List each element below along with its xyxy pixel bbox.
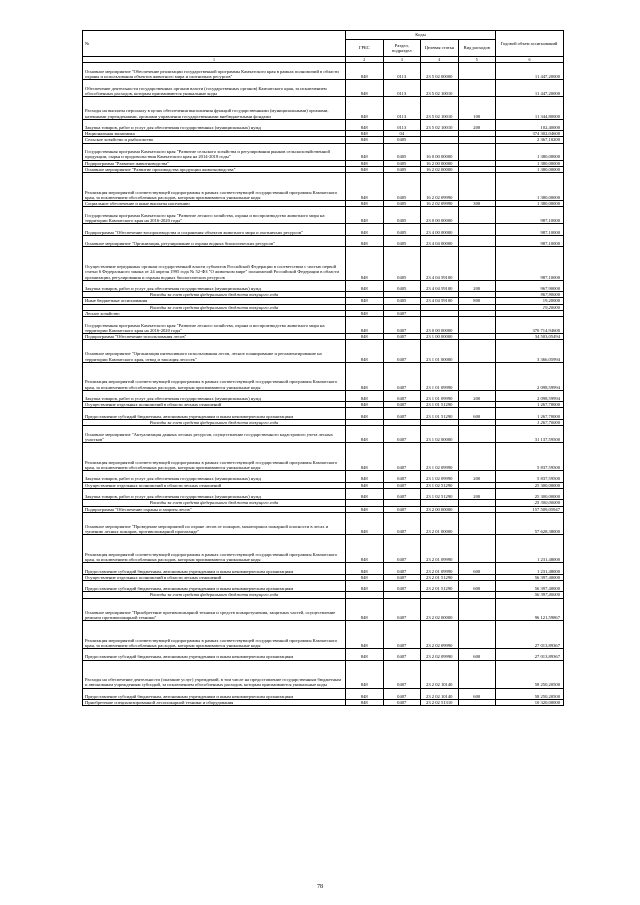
row-razdel: 0407	[383, 649, 421, 661]
row-target: 16 2 00 00000	[421, 160, 459, 166]
row-sum: 1 380,00000	[496, 166, 564, 172]
row-sum: 2 367,10200	[496, 137, 564, 143]
row-vid: 300	[458, 201, 496, 207]
row-grbs: 848	[346, 535, 384, 563]
row-sum: 11 447,20000	[496, 63, 564, 80]
colnum-3: 3	[383, 57, 421, 63]
row-sum: 19,20000	[496, 304, 564, 310]
row-vid: 200	[458, 280, 496, 292]
row-razdel: 0407	[383, 362, 421, 390]
row-target: 16 2 02 00000	[421, 166, 459, 172]
row-grbs: 848	[346, 408, 384, 420]
table-row	[83, 621, 564, 649]
row-vid	[458, 235, 496, 247]
row-grbs: 848	[346, 563, 384, 575]
row-sum: 56 397,40000	[496, 592, 564, 598]
row-grbs: 848	[346, 443, 384, 471]
row-razdel: 0407	[383, 340, 421, 363]
header-codes: Коды	[346, 31, 496, 40]
row-target: 23 1 01 51290	[421, 402, 459, 408]
budget-table	[82, 30, 564, 706]
row-sum: 3 366,05994	[496, 340, 564, 363]
row-vid	[458, 362, 496, 390]
row-sum: 56 397,40000	[496, 574, 564, 580]
row-vid: 600	[458, 649, 496, 661]
table-row	[83, 688, 564, 700]
row-razdel: 0407	[383, 506, 421, 512]
row-razdel: 0407	[383, 574, 421, 580]
row-name: Основное мероприятие "Приобретение противопожарной техники и средств пожаротушения, защитных частей, осуществление ремонта противопожарной техники"	[83, 598, 346, 621]
table-row	[83, 535, 564, 563]
row-grbs: 848	[346, 131, 384, 137]
row-razdel: 0407	[383, 402, 421, 408]
row-razdel: 0407	[383, 426, 421, 443]
row-grbs: 848	[346, 137, 384, 143]
row-grbs: 848	[346, 119, 384, 131]
row-razdel: 0407	[383, 700, 421, 706]
row-name: Обеспечение деятельности государственных органов власти (государственных органов) Камчатского края, за исключением обособленных расходов, которым присваиваются уникальные коды	[83, 80, 346, 97]
header-total: Годовой объем ассигнований	[496, 31, 564, 57]
row-sum: 31 137,59500	[496, 426, 564, 443]
row-sum: 1 380,00000	[496, 160, 564, 166]
row-sum: 374 302,04600	[496, 131, 564, 137]
row-name: Основное мероприятие "Организация интенсивного использования лесов, лесное планирование и регламентирование на территории Камчатского края, отвод и таксация лесосек"	[83, 340, 346, 363]
row-vid: 600	[458, 563, 496, 575]
row-target: 23 5 02 10010	[421, 119, 459, 131]
row-name: Предоставление субсидий бюджетным, автономным учреждениям и иным некоммерческим организациям	[83, 688, 346, 700]
row-vid: 600	[458, 408, 496, 420]
row-name: Предоставление субсидий бюджетным, автономным учреждениям и иным некоммерческим организациям	[83, 580, 346, 592]
table-row	[83, 649, 564, 661]
row-grbs: 848	[346, 390, 384, 402]
row-target: 23 2 01 09990	[421, 563, 459, 575]
row-target: 23 2 01 51290	[421, 580, 459, 592]
colnum-6: 6	[496, 57, 564, 63]
row-vid	[458, 207, 496, 224]
header-num: №	[83, 31, 346, 57]
row-sum: 27 013,89367	[496, 621, 564, 649]
row-razdel: 0407	[383, 563, 421, 575]
row-sum: 967,90000	[496, 292, 564, 298]
row-target: 23 1 02 51290	[421, 482, 459, 488]
row-razdel: 0113	[383, 119, 421, 131]
table-row	[83, 598, 564, 621]
row-razdel: 0405	[383, 137, 421, 143]
row-grbs: 848	[346, 471, 384, 483]
row-grbs: 848	[346, 482, 384, 488]
row-razdel: 0407	[383, 535, 421, 563]
row-razdel: 0405	[383, 207, 421, 224]
row-grbs: 848	[346, 63, 384, 80]
row-name: Основное мероприятие "Обеспечение реализации государственной программы Камчатского края в рамках полномочий в области охраны и использования объектов животного мира и охотничьих ресурсов"	[83, 63, 346, 80]
row-name: Осуществление отдельных полномочий в области лесных отношений	[83, 574, 346, 580]
row-vid	[458, 512, 496, 535]
header-grbs: ГРБС	[346, 40, 384, 57]
row-target: 23 2 02 10140	[421, 660, 459, 688]
row-name: Реализация мероприятий соответствующей подпрограммы в рамках соответствующей государственной программы Камчатского края, за исключением обособленных расходов, которым присваиваются уникальные коды	[83, 621, 346, 649]
row-target: 23 1 02 09990	[421, 443, 459, 471]
table-row	[83, 340, 564, 363]
row-razdel: 0113	[383, 80, 421, 97]
row-name: Расходы на выплаты персоналу в целях обеспечения выполнения функций государственными (муниципальными) органами, казенными учреждениями, органами управления государственными внебюджетными фондами	[83, 97, 346, 120]
row-grbs: 848	[346, 512, 384, 535]
table-row	[83, 173, 564, 201]
table-row	[83, 317, 564, 334]
row-grbs: 848	[346, 97, 384, 120]
row-name: Подпрограмма "Развитие животноводства"	[83, 160, 346, 166]
table-row	[83, 247, 564, 281]
row-vid: 600	[458, 688, 496, 700]
row-name: Подпрограмма "Обеспечение воспроизводства и сохранения объектов животного мира и охотничьих ресурсов"	[83, 224, 346, 236]
table-row	[83, 408, 564, 420]
row-name: Реализация мероприятий соответствующей подпрограммы в рамках соответствующей государственной программы Камчатского края, за исключением обособленных расходов, которым присваиваются уникальные коды	[83, 362, 346, 390]
row-grbs: 848	[346, 340, 384, 363]
colnum-5: 5	[458, 57, 496, 63]
row-grbs: 848	[346, 298, 384, 304]
row-target: 23 1 02 51290	[421, 488, 459, 500]
row-vid	[458, 700, 496, 706]
row-name: Предоставление субсидий бюджетным, автономным учреждениям и иным некоммерческим организациям	[83, 408, 346, 420]
row-sum: 987,10000	[496, 207, 564, 224]
row-grbs: 848	[346, 402, 384, 408]
row-vid	[458, 63, 496, 80]
table-body	[83, 63, 564, 706]
row-vid: 200	[458, 471, 496, 483]
row-name: Закупка товаров, работ и услуг для обеспечения государственных (муниципальных) нужд	[83, 280, 346, 292]
row-sum: 25 300,00000	[496, 500, 564, 506]
row-grbs: 848	[346, 201, 384, 207]
row-vid	[458, 173, 496, 201]
row-target: 23 2 01 51290	[421, 574, 459, 580]
row-vid	[458, 224, 496, 236]
row-target: 23 2 02 00000	[421, 598, 459, 621]
row-name: Основное мероприятие "Проведение мероприятий по охране лесов от пожаров, мониторинга пожарной опасности в лесах и тушению лесных пожаров, противопожарной пропаганде"	[83, 512, 346, 535]
row-sum: 5 837,59500	[496, 471, 564, 483]
table-row	[83, 280, 564, 292]
row-vid: 600	[458, 580, 496, 592]
row-target: 23 1 01 09990	[421, 390, 459, 402]
row-sum: 1 380,00000	[496, 201, 564, 207]
row-name: Расходы за счет средств федерального бюджета текущего года	[83, 592, 346, 598]
row-sum: 96 121,59867	[496, 598, 564, 621]
row-vid	[458, 340, 496, 363]
row-razdel: 0405	[383, 224, 421, 236]
budget-table-page	[82, 30, 564, 706]
row-target: 23 4 04 59100	[421, 280, 459, 292]
row-razdel: 0405	[383, 143, 421, 160]
row-name: Закупка товаров, работ и услуг для обеспечения государственных (муниципальных) нужд	[83, 471, 346, 483]
row-name: Подпрограмма "Обеспечение использования лесов"	[83, 334, 346, 340]
row-sum: 1 267,70000	[496, 408, 564, 420]
row-name: Приобретение специализированной лесопожарной техники и оборудования	[83, 700, 346, 706]
row-razdel: 0405	[383, 201, 421, 207]
row-target: 23 0 00 00000	[421, 317, 459, 334]
row-vid: 100	[458, 97, 496, 120]
row-name: Социальное обеспечение и иные выплаты населению	[83, 201, 346, 207]
row-name: Расходы за счет средств федерального бюджета текущего года	[83, 304, 346, 310]
row-target: 23 4 00 00000	[421, 224, 459, 236]
table-row	[83, 207, 564, 224]
row-grbs: 848	[346, 506, 384, 512]
row-grbs: 848	[346, 488, 384, 500]
row-sum: 987,10000	[496, 224, 564, 236]
row-grbs: 848	[346, 334, 384, 340]
row-name: Осуществление отдельных полномочий в области лесных отношений	[83, 402, 346, 408]
row-vid	[458, 426, 496, 443]
row-sum: 2 098,59994	[496, 362, 564, 390]
row-grbs: 848	[346, 166, 384, 172]
row-razdel: 0405	[383, 235, 421, 247]
table-row	[83, 660, 564, 688]
row-name: Расходы за счет средств федерального бюджета текущего года	[83, 292, 346, 298]
row-grbs: 848	[346, 207, 384, 224]
row-sum: 102,40000	[496, 119, 564, 131]
row-grbs: 848	[346, 700, 384, 706]
row-target: 23 1 01 51290	[421, 408, 459, 420]
row-target: 23 4 04 59100	[421, 298, 459, 304]
row-vid	[458, 443, 496, 471]
row-name: Государственная программа Камчатского края "Развитие лесного хозяйства, охрана и воспроизводство животного мира на территории Камчатского края на 2016-2020 годы"	[83, 317, 346, 334]
row-grbs: 848	[346, 224, 384, 236]
row-razdel: 0113	[383, 97, 421, 120]
row-sum: 987,10000	[496, 247, 564, 281]
row-name: Реализация мероприятий соответствующей подпрограммы в рамках соответствующей государственной программы Камчатского края, за исключением обособленных расходов, которым присваиваются уникальные коды	[83, 535, 346, 563]
row-target: 23 5 02 00000	[421, 63, 459, 80]
table-row	[83, 580, 564, 592]
row-name: Реализация мероприятий соответствующей подпрограммы в рамках соответствующей государственной программы Камчатского края, за исключением обособленных расходов, которым присваиваются уникальные коды	[83, 443, 346, 471]
row-vid: 200	[458, 488, 496, 500]
row-target: 16 0 00 00000	[421, 143, 459, 160]
row-target: 23 1 02 00000	[421, 426, 459, 443]
row-vid	[458, 621, 496, 649]
colnum-1: 1	[83, 57, 346, 63]
row-sum: 1 231,48000	[496, 563, 564, 575]
table-row	[83, 362, 564, 390]
table-row	[83, 390, 564, 402]
header-target: Целевая статья	[421, 40, 459, 57]
row-name: Государственная программа Камчатского края "Развитие лесного хозяйства, охрана и воспроизводство животного мира на территории Камчатского края на 2016-2020 годы"	[83, 207, 346, 224]
row-name: Основное мероприятие "Актуализация данных лесных ресурсов, осуществление государственного кадастрового учета лесных участков"	[83, 426, 346, 443]
row-razdel: 0407	[383, 390, 421, 402]
row-vid	[458, 317, 496, 334]
table-row	[83, 488, 564, 500]
row-target: 16 2 02 09990	[421, 201, 459, 207]
table-row	[83, 471, 564, 483]
row-grbs: 848	[346, 235, 384, 247]
row-target: 23 2 01 00000	[421, 512, 459, 535]
row-sum: 34 503,05494	[496, 334, 564, 340]
row-grbs: 848	[346, 173, 384, 201]
row-vid	[458, 80, 496, 97]
table-row	[83, 443, 564, 471]
row-grbs: 848	[346, 580, 384, 592]
row-vid	[458, 247, 496, 281]
row-name: Закупка товаров, работ и услуг для обеспечения государственных (муниципальных) нужд	[83, 390, 346, 402]
row-grbs: 848	[346, 426, 384, 443]
table-header	[83, 31, 564, 63]
row-sum: 11 447,20000	[496, 80, 564, 97]
row-sum: 1 267,70000	[496, 402, 564, 408]
row-sum: 25 300,00000	[496, 488, 564, 500]
row-sum: 967,90000	[496, 280, 564, 292]
colnum-2: 2	[346, 57, 384, 63]
row-name: Подпрограмма "Обеспечение охраны и защиты лесов"	[83, 506, 346, 512]
row-razdel: 0405	[383, 280, 421, 292]
table-row	[83, 97, 564, 120]
row-sum: 25 300,00000	[496, 482, 564, 488]
row-name: Государственная программа Камчатского края "Развитие сельского хозяйства и регулирования рынков сельскохозяйственной продукции, сырья и продовольствия Камчатского края на 2014-2018 годы"	[83, 143, 346, 160]
table-row	[83, 224, 564, 236]
row-grbs: 848	[346, 621, 384, 649]
row-name: Лесное хозяйство	[83, 310, 346, 316]
row-target: 23 1 01 00000	[421, 340, 459, 363]
colnum-4: 4	[421, 57, 459, 63]
row-razdel: 0405	[383, 298, 421, 304]
row-target: 23 5 02 10010	[421, 80, 459, 97]
row-target: 23 2 00 00000	[421, 506, 459, 512]
row-sum: 1 267,70000	[496, 419, 564, 425]
row-target: 23 2 02 09990	[421, 621, 459, 649]
row-razdel: 0405	[383, 173, 421, 201]
row-vid	[458, 598, 496, 621]
row-name: Основное мероприятие "Организация, регулирование и охрана водных биологических ресурсов"	[83, 235, 346, 247]
row-name: Реализация мероприятий соответствующей подпрограммы в рамках соответствующей государственной программы Камчатского края, за исключением обособленных расходов, которым присваиваются уникальные коды	[83, 173, 346, 201]
row-vid	[458, 535, 496, 563]
table-row	[83, 512, 564, 535]
row-vid: 200	[458, 390, 496, 402]
row-grbs: 848	[346, 310, 384, 316]
row-razdel: 0407	[383, 334, 421, 340]
row-razdel: 0407	[383, 482, 421, 488]
row-sum: 58 250,20500	[496, 660, 564, 688]
row-sum: 1 231,48000	[496, 535, 564, 563]
row-grbs: 848	[346, 574, 384, 580]
row-target: 23 0 00 00000	[421, 207, 459, 224]
row-name: Закупка товаров, работ и услуг для обеспечения государственных (муниципальных) нужд	[83, 488, 346, 500]
row-grbs: 848	[346, 660, 384, 688]
row-name: Иные бюджетные ассигнования	[83, 298, 346, 304]
row-vid	[458, 660, 496, 688]
table-row	[83, 80, 564, 97]
row-name: Основное мероприятие "Развитие производства продукции животноводства"	[83, 166, 346, 172]
page-number: 78	[317, 884, 323, 890]
row-grbs: 848	[346, 80, 384, 97]
row-sum: 27 013,89367	[496, 649, 564, 661]
row-razdel: 0407	[383, 598, 421, 621]
row-razdel: 0407	[383, 580, 421, 592]
table-row	[83, 235, 564, 247]
row-sum: 57 628,38000	[496, 512, 564, 535]
row-vid	[458, 143, 496, 160]
row-target: 23 1 01 09990	[421, 362, 459, 390]
row-razdel: 04	[383, 131, 421, 137]
row-grbs: 848	[346, 160, 384, 166]
row-name: Закупка товаров, работ и услуг для обеспечения государственных (муниципальных) нужд	[83, 119, 346, 131]
row-target: 23 2 02 09990	[421, 649, 459, 661]
row-grbs: 848	[346, 362, 384, 390]
row-razdel: 0407	[383, 310, 421, 316]
row-sum: 157 509,05947	[496, 506, 564, 512]
row-target: 23 5 02 10010	[421, 97, 459, 120]
row-razdel: 0405	[383, 247, 421, 281]
row-name: Осуществление переданных органам государственной власти субъектов Российской Федерации в соответствии с частью первой статьи 6 Федерального закона от 24 апреля 1995 года № 52-ФЗ "О животном мире" полномочий Российской Федерации в области организации, регулирования и охраны водных биологических ресурсов	[83, 247, 346, 281]
row-sum: 987,10000	[496, 235, 564, 247]
row-grbs: 848	[346, 247, 384, 281]
row-target: 23 2 02 10140	[421, 688, 459, 700]
row-grbs: 848	[346, 649, 384, 661]
row-sum: 5 837,59500	[496, 443, 564, 471]
row-name: Предоставление субсидий бюджетным, автономным учреждениям и иным некоммерческим организациям	[83, 649, 346, 661]
row-sum: 19,20000	[496, 298, 564, 304]
row-razdel: 0405	[383, 160, 421, 166]
row-sum: 11 344,80000	[496, 97, 564, 120]
row-vid: 800	[458, 298, 496, 304]
row-target: 23 1 02 09990	[421, 471, 459, 483]
table-row	[83, 563, 564, 575]
header-vid: Вид расходов	[458, 40, 496, 57]
row-name: Осуществление отдельных полномочий в области лесных отношений	[83, 482, 346, 488]
row-sum: 370 714,94600	[496, 317, 564, 334]
row-name: Сельское хозяйство и рыболовство	[83, 137, 346, 143]
row-grbs: 848	[346, 143, 384, 160]
row-target: 16 2 02 09990	[421, 173, 459, 201]
row-vid: 200	[458, 119, 496, 131]
row-razdel: 0407	[383, 317, 421, 334]
row-name: Расходы за счет средств федерального бюджета текущего года	[83, 500, 346, 506]
row-name: Расходы за счет средств федерального бюджета текущего года	[83, 419, 346, 425]
row-grbs: 848	[346, 280, 384, 292]
row-name: Предоставление субсидий бюджетным, автономным учреждениям и иным некоммерческим организациям	[83, 563, 346, 575]
row-sum: 1 380,00000	[496, 173, 564, 201]
row-grbs: 848	[346, 688, 384, 700]
row-razdel: 0407	[383, 488, 421, 500]
table-row	[83, 119, 564, 131]
table-row	[83, 143, 564, 160]
row-razdel: 0407	[383, 660, 421, 688]
row-razdel: 0407	[383, 443, 421, 471]
row-sum: 56 397,40000	[496, 580, 564, 592]
header-razdel: Раздел, подраздел	[383, 40, 421, 57]
row-name: Национальная экономика	[83, 131, 346, 137]
row-sum: 10 320,00000	[496, 700, 564, 706]
row-sum: 2 098,59994	[496, 390, 564, 402]
row-razdel: 0407	[383, 408, 421, 420]
row-razdel: 0407	[383, 471, 421, 483]
row-target: 23 4 04 00000	[421, 235, 459, 247]
table-row	[83, 63, 564, 80]
row-razdel: 0407	[383, 512, 421, 535]
table-row	[83, 426, 564, 443]
row-razdel: 0405	[383, 166, 421, 172]
row-target: 23 2 01 09990	[421, 535, 459, 563]
row-sum: 1 380,00000	[496, 143, 564, 160]
row-razdel: 0113	[383, 63, 421, 80]
row-grbs: 848	[346, 598, 384, 621]
row-grbs: 848	[346, 317, 384, 334]
row-razdel: 0407	[383, 688, 421, 700]
row-target: 23 4 04 59100	[421, 247, 459, 281]
row-target: 23 1 00 00000	[421, 334, 459, 340]
table-row	[83, 700, 564, 706]
row-sum: 58 250,20500	[496, 688, 564, 700]
row-razdel: 0407	[383, 621, 421, 649]
row-target: 23 2 02 51310	[421, 700, 459, 706]
row-name: Расходы на обеспечение деятельности (оказание услуг) учреждений, в том числе на предоставление государственным бюджетным и автономным учреждениям субсидий, за исключением обособленных расходов, которым присваиваются уникальные коды	[83, 660, 346, 688]
